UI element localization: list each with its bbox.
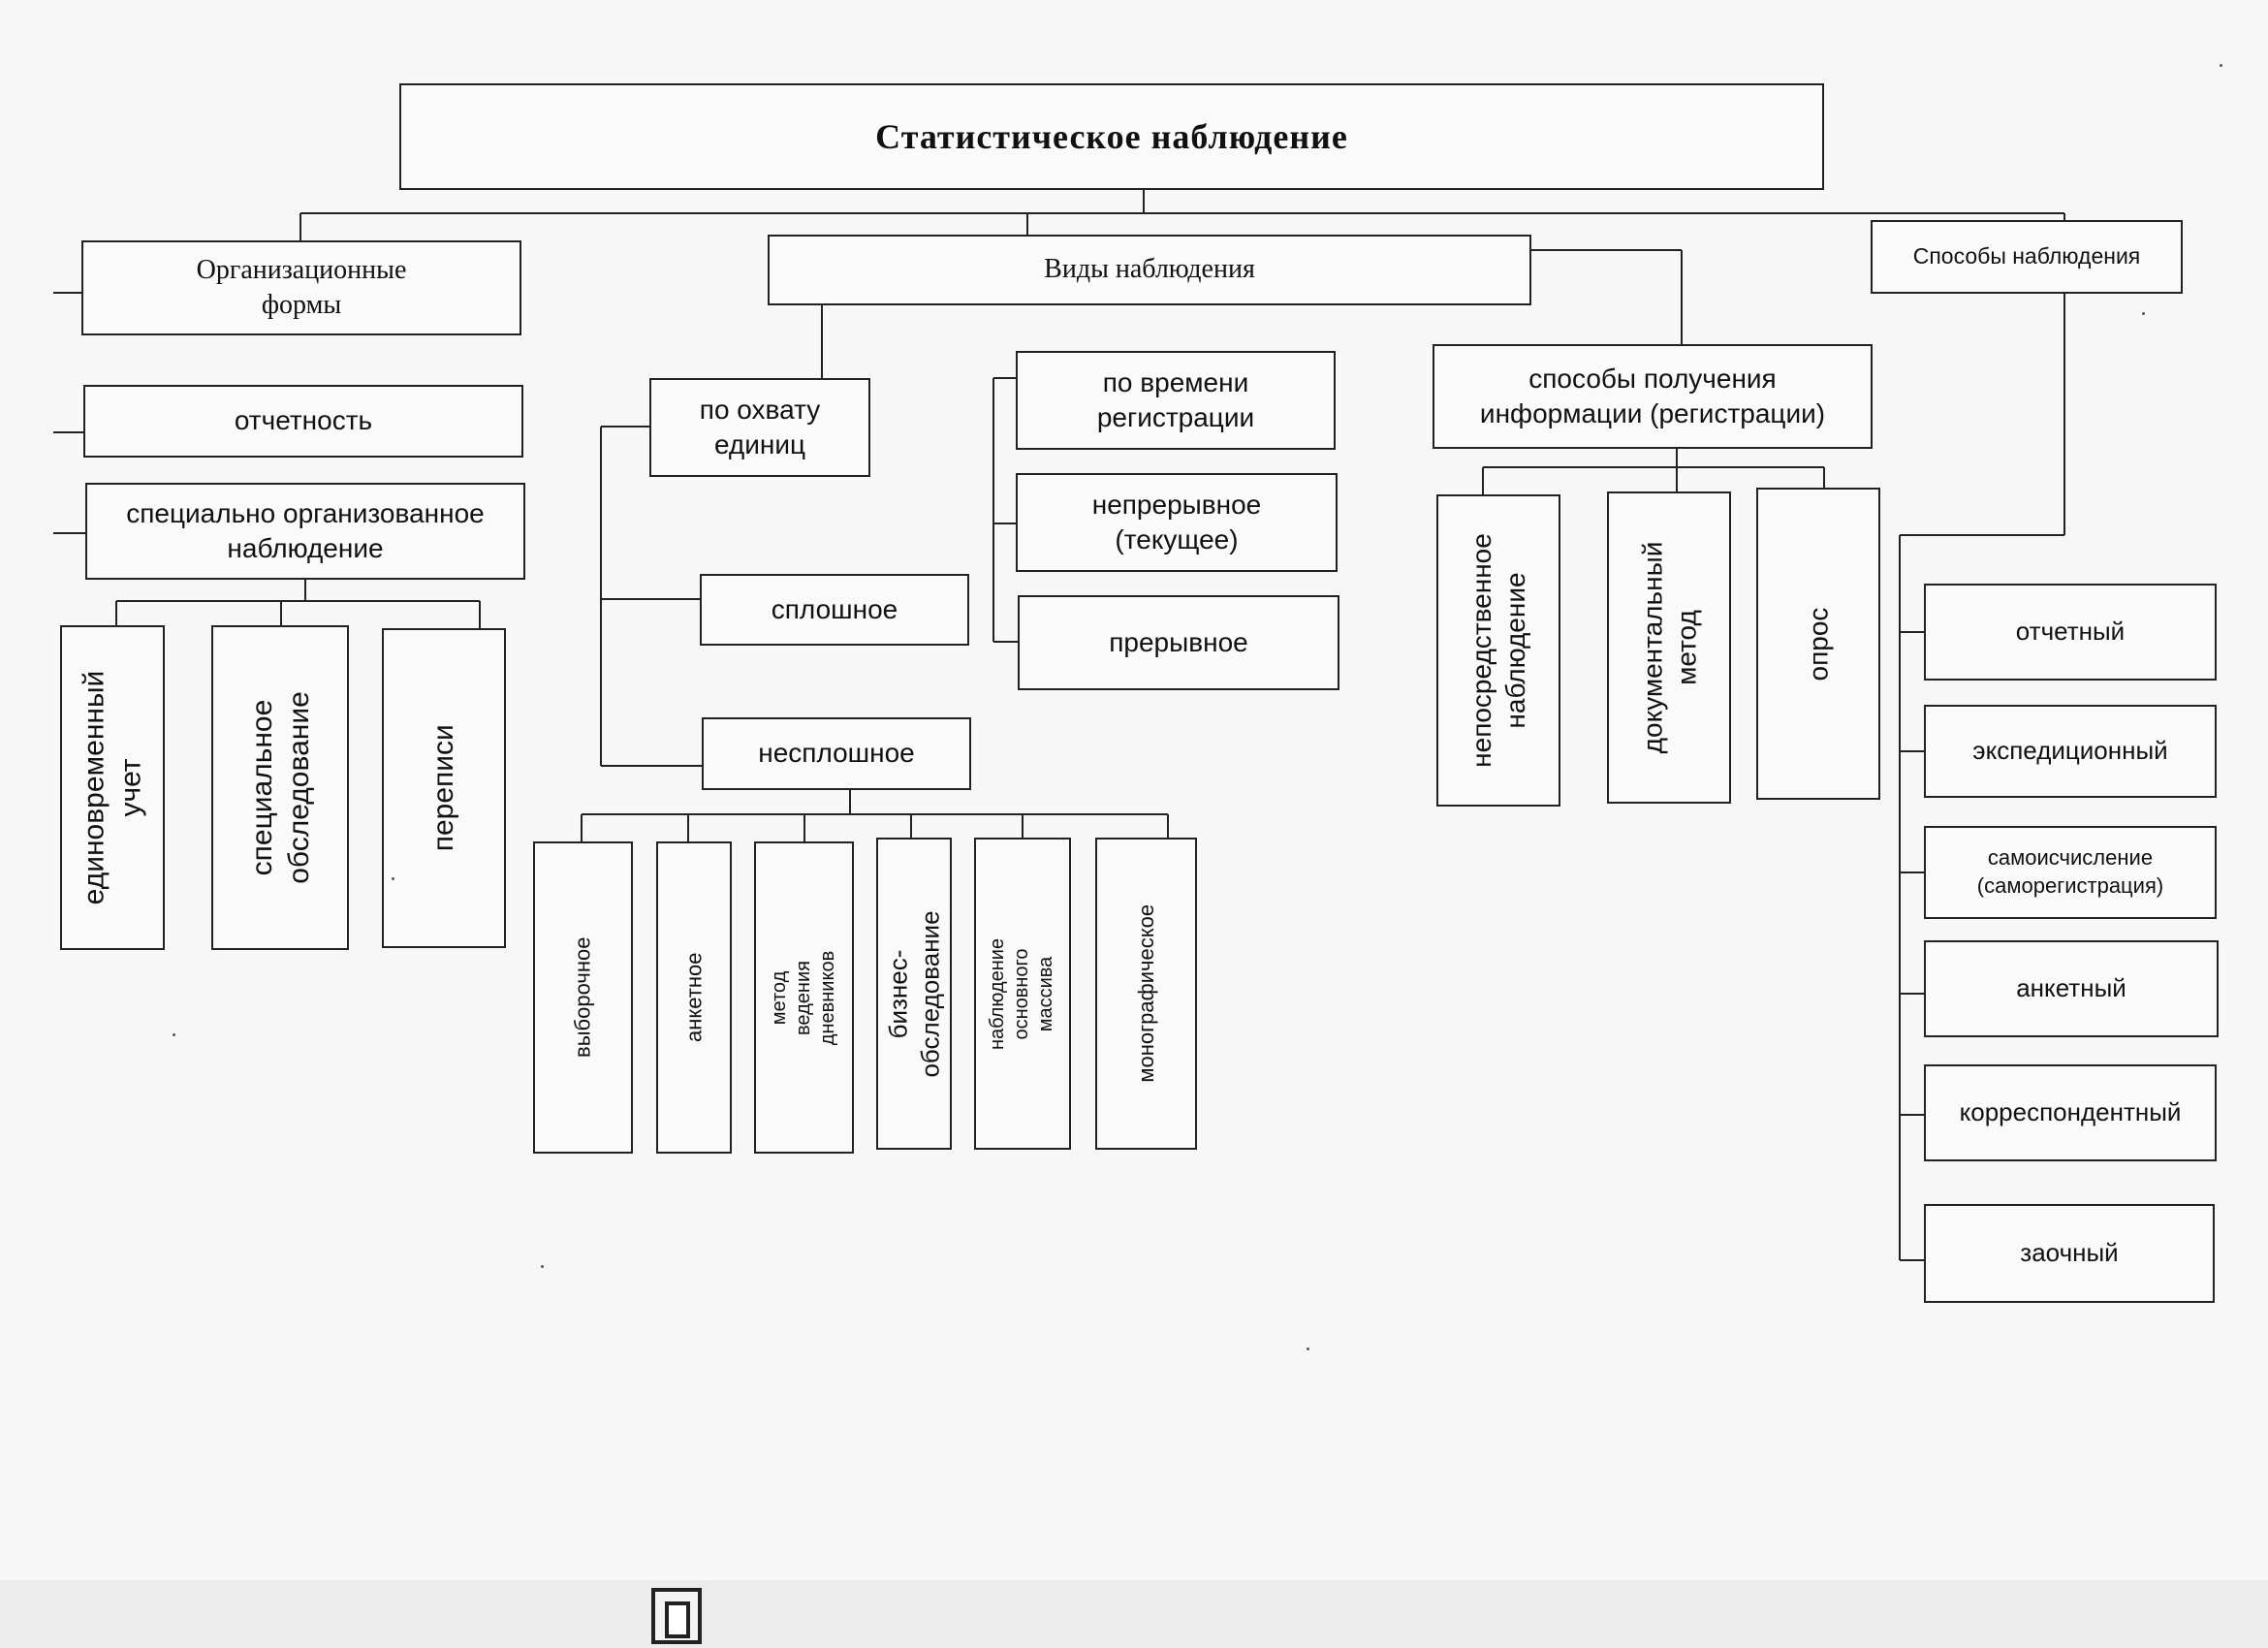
methods-heading-box [1871, 220, 2183, 294]
discontinuous-box [1018, 595, 1339, 690]
by-method-box [1433, 344, 1873, 449]
continuous-box [1016, 473, 1338, 572]
incomplete-observation-label: несплошное [758, 738, 915, 769]
method-questionnaire-label: анкетный [2016, 973, 2126, 1003]
incomplete-observation-box [702, 717, 971, 790]
method-correspondent-label: корреспондентный [1959, 1097, 2182, 1127]
method-correspondent-box [1924, 1064, 2217, 1161]
scan-bottom-strip [0, 1580, 2268, 1648]
questionnaire-box [656, 841, 732, 1154]
scan-speck [2142, 312, 2145, 315]
complete-observation-label: сплошное [771, 593, 898, 624]
complete-observation-box [700, 574, 969, 646]
types-heading-box [768, 235, 1531, 305]
business-survey-label: бизнес-обследование [883, 909, 945, 1078]
monographic-box [1095, 838, 1197, 1150]
continuous-label: непрерывное (текущее) [1091, 489, 1262, 555]
method-expedition-label: экспедиционный [1972, 736, 2168, 766]
sample-label: выборочное [570, 936, 595, 1059]
methods-heading: Способы наблюдения [1912, 243, 2141, 269]
root-title: Статистическое наблюдение [875, 116, 1348, 156]
by-time-label: по времени регистрации [1096, 366, 1255, 432]
main-array-box [974, 838, 1071, 1150]
special-observation-label: специально организованное наблюдение [126, 497, 485, 563]
root-statistical-observation [399, 83, 1824, 190]
documentary-method-label: документальный метод [1637, 541, 1701, 754]
reporting-label: отчетность [234, 405, 373, 436]
types-heading: Виды наблюдения [1044, 254, 1255, 285]
one-time-accounting-box [60, 625, 165, 950]
scanner-marker-icon [651, 1588, 702, 1644]
by-coverage-box [649, 378, 870, 477]
scan-speck [541, 1265, 544, 1268]
diary-method-box [754, 841, 854, 1154]
direct-observation-box [1436, 494, 1560, 807]
special-survey-box [211, 625, 349, 950]
reporting-box [83, 385, 523, 458]
by-time-box [1016, 351, 1336, 450]
survey-label: опрос [1803, 607, 1834, 681]
method-expedition-box [1924, 705, 2217, 798]
method-remote-box [1924, 1204, 2215, 1303]
documentary-method-box [1607, 491, 1731, 804]
method-self-registration-box [1924, 826, 2217, 919]
census-label: переписи [427, 724, 460, 852]
scan-speck [173, 1033, 175, 1036]
special-observation-box [85, 483, 525, 580]
survey-box [1756, 488, 1880, 800]
diary-method-label: метод ведения дневников [769, 950, 838, 1045]
method-reporting-label: отчетный [2015, 617, 2126, 647]
scan-speck [2220, 64, 2222, 67]
method-reporting-box [1924, 584, 2217, 681]
sample-box [533, 841, 633, 1154]
method-questionnaire-box [1924, 940, 2219, 1037]
org-forms-heading: Организационные формы [196, 254, 407, 320]
org-forms-heading-box [81, 240, 521, 335]
special-survey-label: специальное обследование [245, 691, 315, 884]
main-array-label: наблюдение основного массива [987, 937, 1057, 1050]
method-self-registration-label: самоисчисление (саморегистрация) [1976, 845, 2164, 898]
business-survey-box [876, 838, 952, 1150]
questionnaire-label: анкетное [681, 952, 707, 1043]
census-box [382, 628, 506, 948]
discontinuous-label: прерывное [1109, 626, 1248, 657]
monographic-label: монографическое [1133, 904, 1158, 1083]
scan-speck [392, 877, 394, 880]
by-coverage-label: по охвату единиц [699, 394, 821, 460]
by-method-label: способы получения информации (регистрации) [1479, 363, 1826, 428]
one-time-accounting-label: единовременный учет [78, 670, 146, 905]
direct-observation-label: непосредственное наблюдение [1466, 533, 1531, 768]
method-remote-label: заочный [2020, 1238, 2119, 1268]
scan-speck [1307, 1347, 1309, 1350]
